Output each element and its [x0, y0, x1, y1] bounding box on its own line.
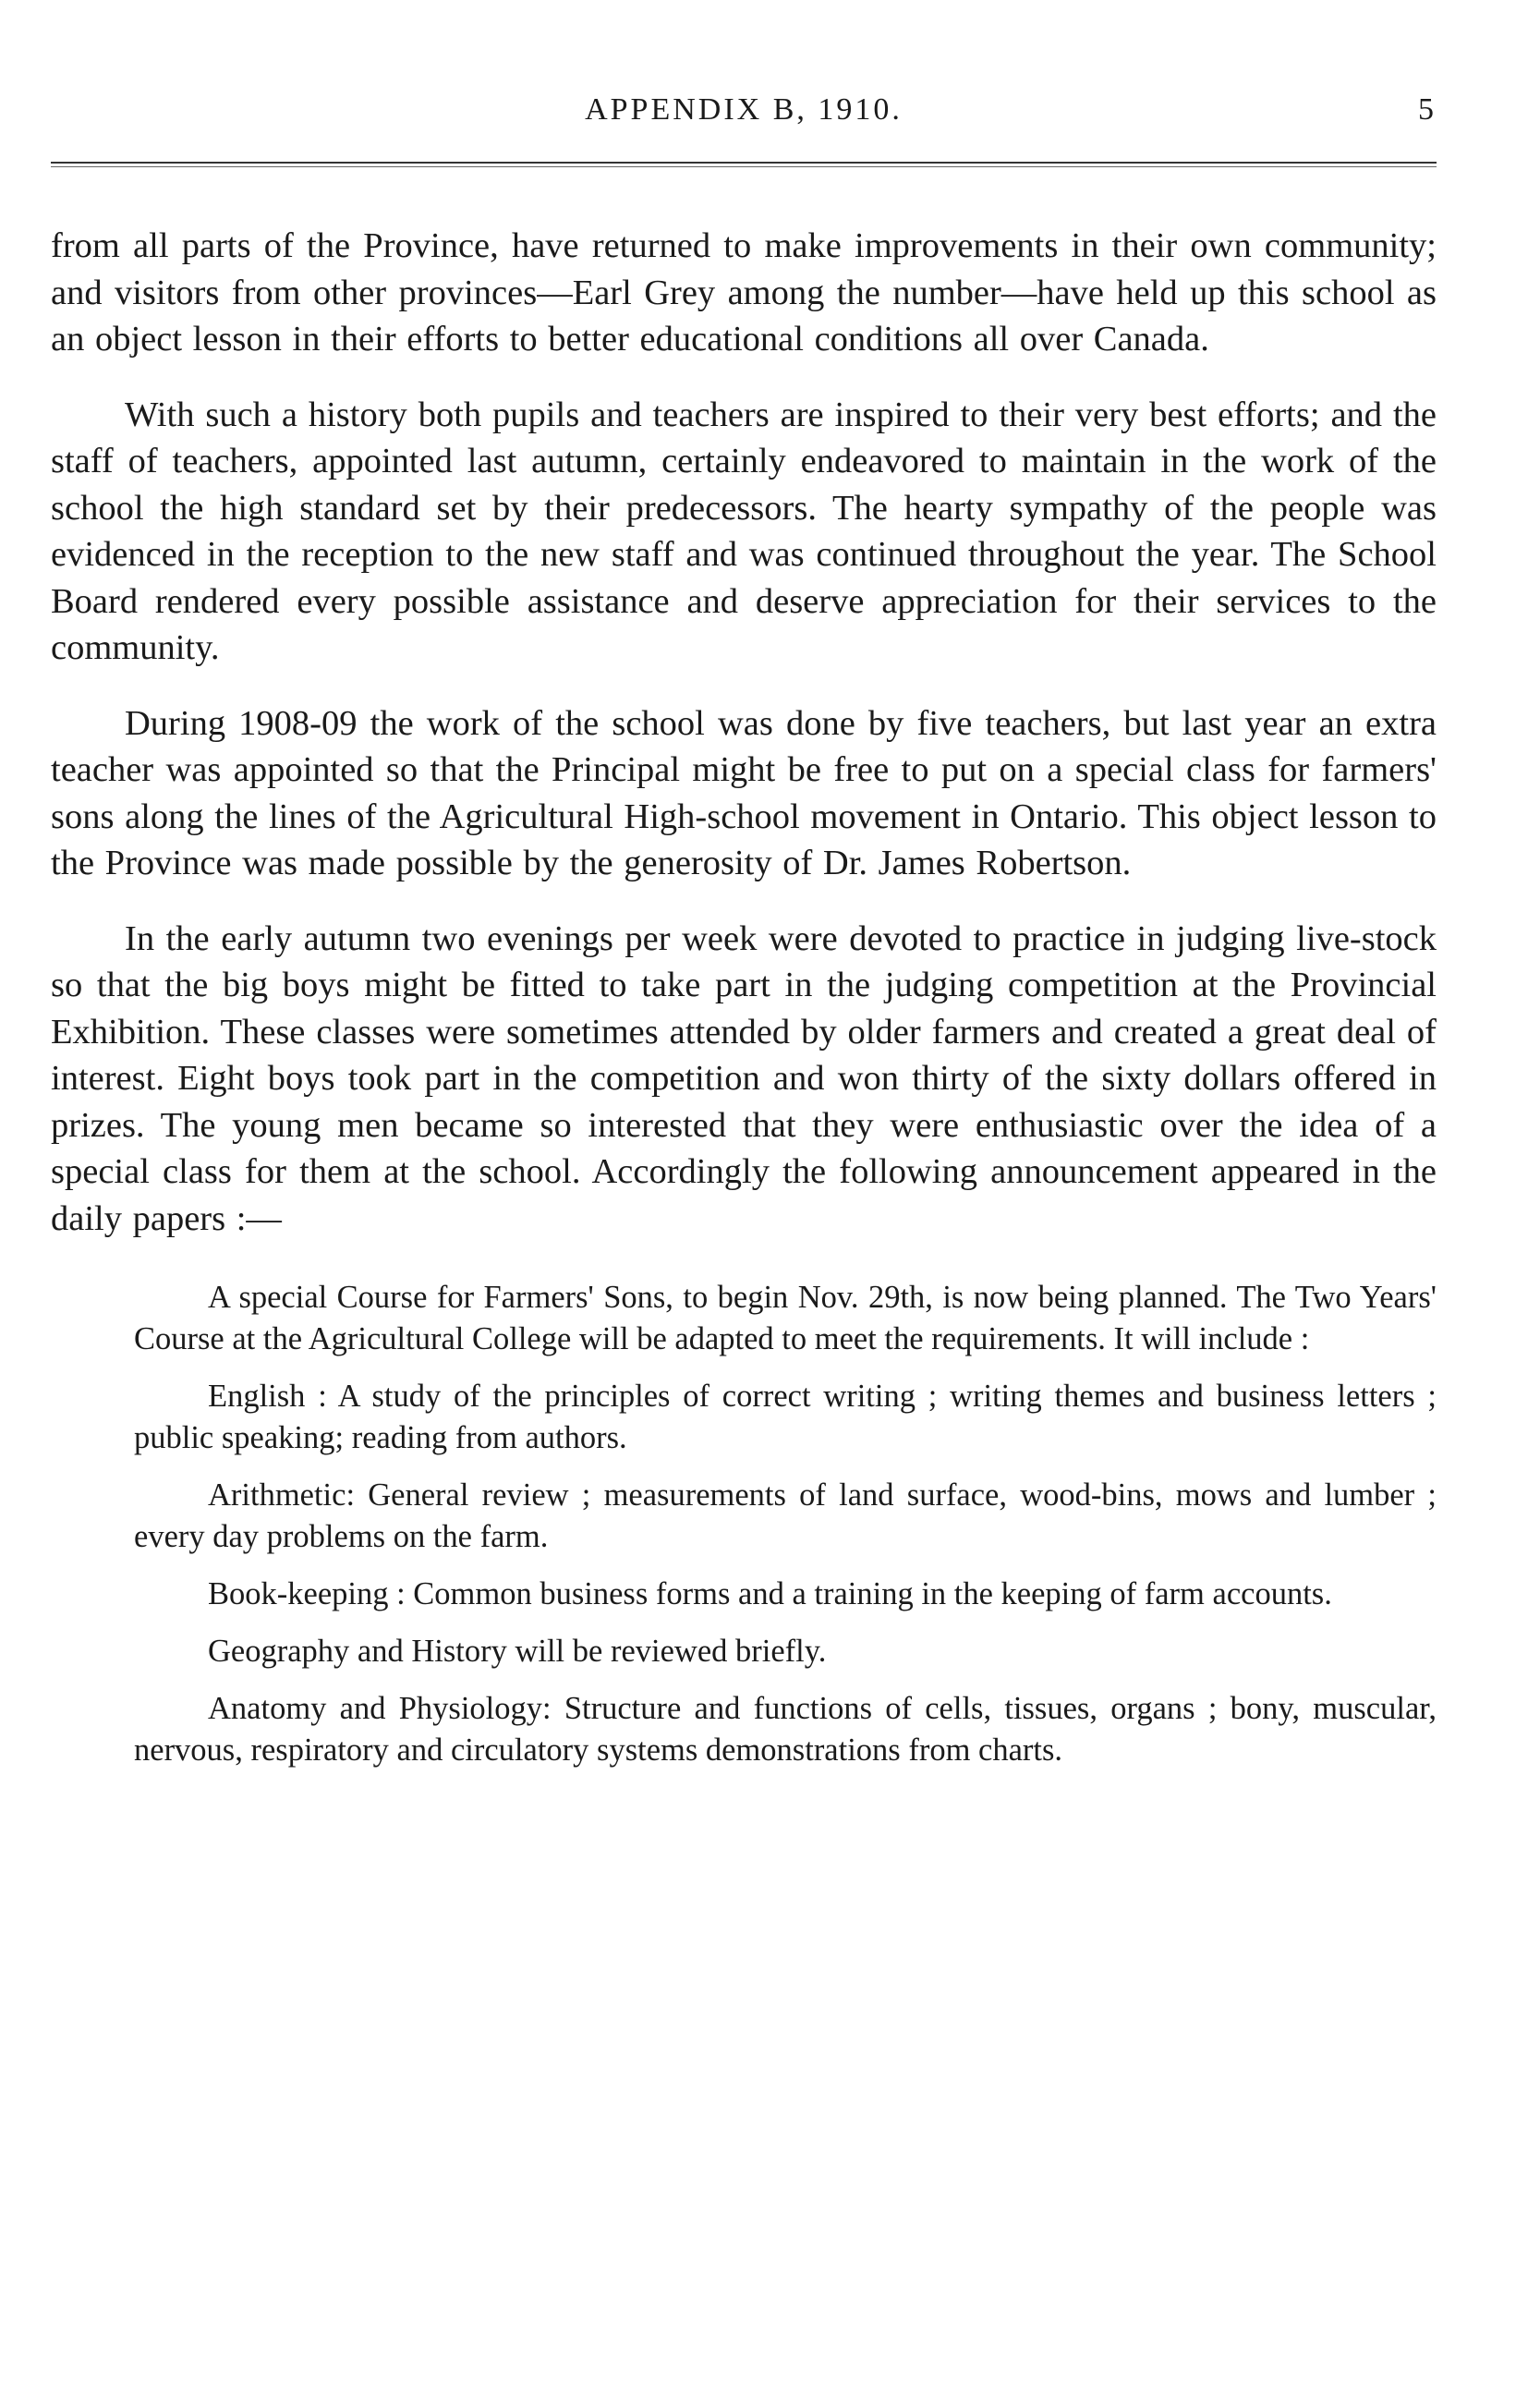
course-item-arithmetic: Arithmetic: General review ; measurements of land surface, wood-bins, mows and lumber ; every day problems on the farm. [134, 1477, 1437, 1554]
course-item-anatomy: Anatomy and Physiology: Structure and functions of cells, tissues, organs ; bony, muscular, nervous, respiratory and circulatory systems demonstrations from charts. [134, 1691, 1437, 1768]
announcement-intro: A special Course for Farmers' Sons, to begin Nov. 29th, is now being planned. The Two Years' Course at the Agricultural College will be adapted to meet the requirements. It will include : [134, 1280, 1437, 1356]
paragraph: With such a history both pupils and teachers are inspired to their very best efforts; and the staff of teachers, appointed last autumn, certainly endeavored to maintain in the work of the school the high standard set by their predecessors. The hearty sympathy of the people was evidenced in the reception to the new staff and was continued throughout the year. The School Board rendered every possible assistance and deserve appreciation for their services to the community. [51, 395, 1437, 667]
paragraph: During 1908-09 the work of the school was done by five teachers, but last year an extra teacher was appointed so that the Principal might be free to put on a special class for farmers' sons along the lines of the Agricultural High-school movement in Ontario. This object lesson to the Province was made possible by the generosity of Dr. James Robertson. [51, 703, 1437, 882]
page-number: 5 [1418, 92, 1437, 127]
announcement-quote [134, 1277, 1437, 1771]
header-rule [51, 162, 1437, 167]
course-item-geography: Geography and History will be reviewed briefly. [208, 1634, 827, 1669]
paragraph: from all parts of the Province, have returned to make improvements in their own community; and visitors from other provinces—Earl Grey among the number—have held up this school as an object lesson in their efforts to better educational conditions all over Canada. [51, 226, 1437, 359]
paragraph: In the early autumn two evenings per week were devoted to practice in judging live-stock so that the big boys might be fitted to take part in the judging competition at the Provincial Exhibition. These classes were sometimes attended by older farmers and created a great deal of interest. Eight boys took part in the competition and won thirty of the sixty dollars offered in prizes. The young men became so interested that they were enthusiastic over the idea of a special class for them at the school. Accordingly the following announcement appeared in the daily papers :— [51, 918, 1437, 1238]
course-item-english: English : A study of the principles of correct writing ; writing themes and business letters ; public speaking; reading from authors. [134, 1379, 1437, 1455]
running-header [51, 92, 1437, 139]
page [51, 92, 1437, 1787]
body-text [51, 223, 1437, 1242]
course-item-bookkeeping: Book-keeping : Common business forms and a training in the keeping of farm accounts. [208, 1576, 1332, 1611]
header-title: APPENDIX B, 1910. [585, 92, 903, 127]
